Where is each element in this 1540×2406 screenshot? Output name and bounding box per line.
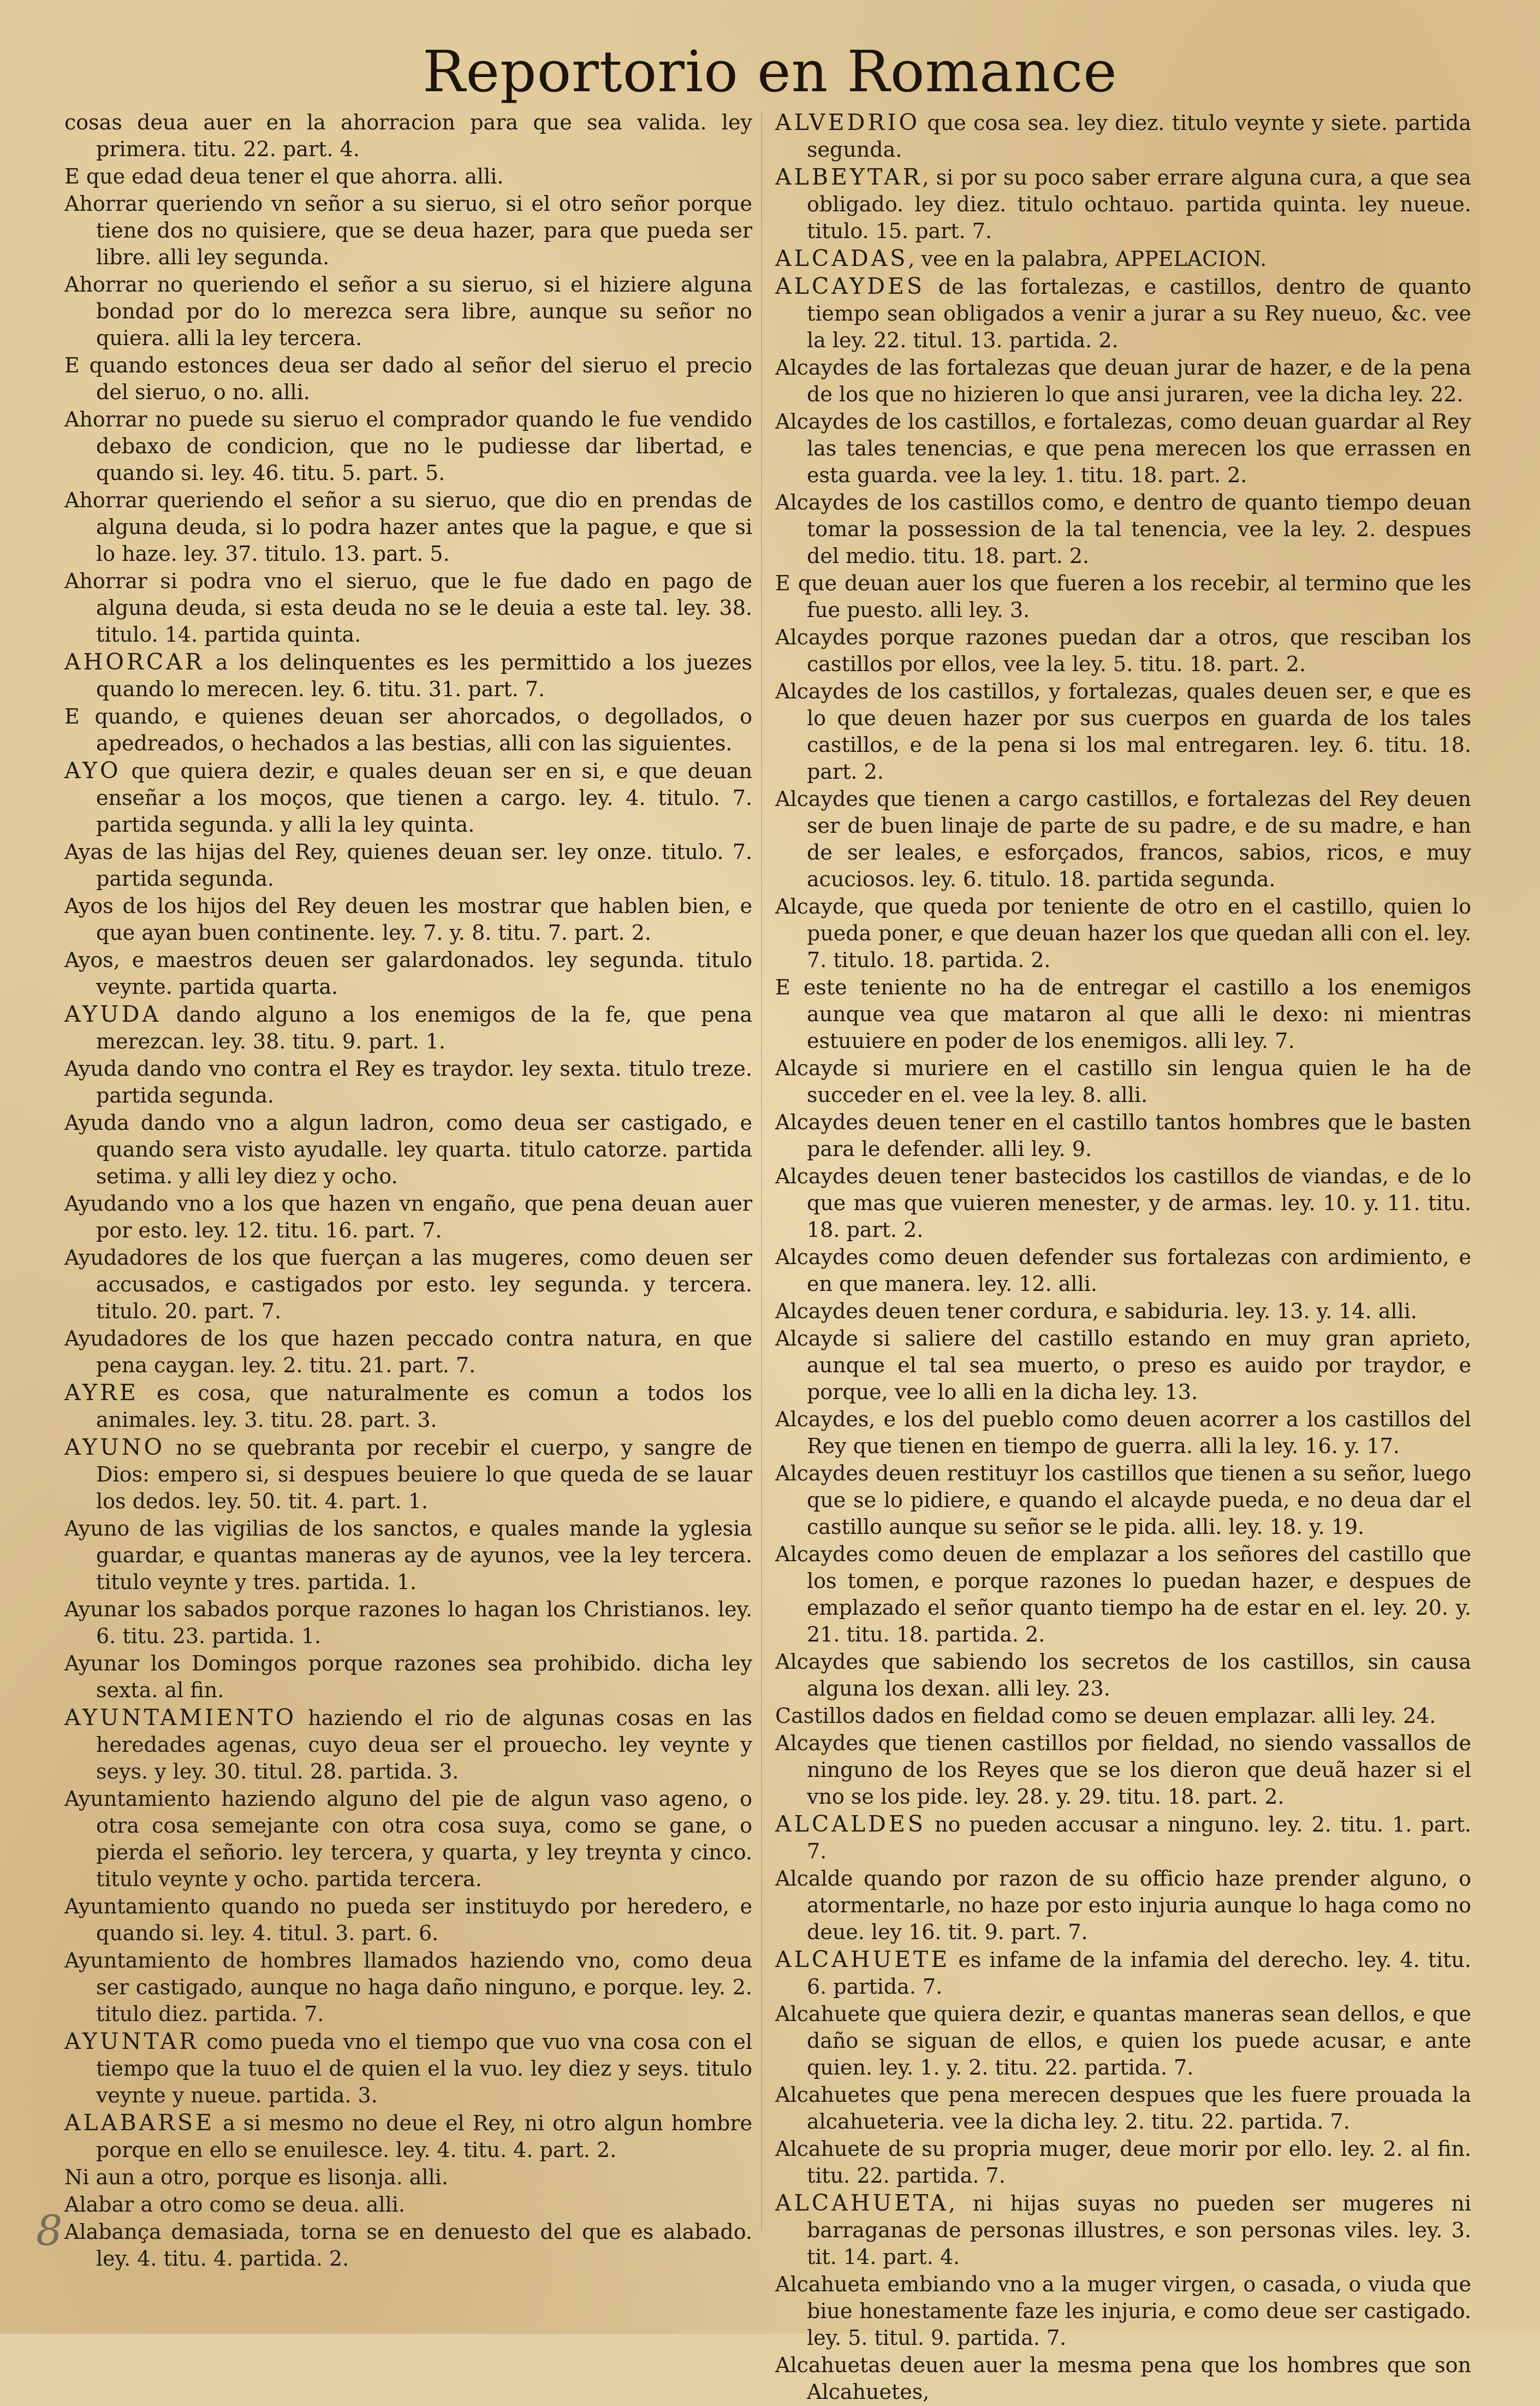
index-entry <box>64 163 752 190</box>
index-entry <box>64 1650 752 1704</box>
index-entry <box>64 568 752 648</box>
index-entry <box>64 1786 752 1893</box>
entry-text: E quando, e quienes deuan ser ahorcados, o degollados, o apedreados, o hechados a las bestias, alli con las siguientes. <box>64 704 752 755</box>
entry-text: que quiera dezir, e quales deuan ser en si, e que deuan enseñar a los moços, que tienen a cargo. ley. 4. titulo. 7. partida segunda. y alli la ley quinta. <box>96 759 752 837</box>
entry-text: Alcaydes deuen tener cordura, e sabiduria. ley. 13. y. 14. alli. <box>775 1299 1417 1323</box>
index-entry <box>64 2164 752 2191</box>
index-entry <box>64 1001 752 1055</box>
index-entry <box>775 893 1471 974</box>
index-entry <box>775 109 1471 163</box>
index-entry <box>775 273 1471 354</box>
entry-text: Alcayde si muriere en el castillo sin lengua quien le ha de succeder en el. vee la ley. 8. alli. <box>775 1056 1471 1107</box>
entry-text: , vee en la palabra, APPELACION. <box>908 247 1267 271</box>
index-entry <box>64 1110 752 1190</box>
entry-text: Alcaydes deuen tener en el castillo tantos hombres que le basten para le defender. alli ley. 9. <box>775 1110 1471 1161</box>
entry-keyword: AYUNO <box>64 1434 165 1460</box>
index-entry <box>775 1109 1471 1163</box>
index-entry <box>775 678 1471 785</box>
entry-text: no pueden accusar a ninguno. ley. 2. titu. 1. part. 7. <box>807 1812 1471 1863</box>
entry-text: Ayuno de las vigilias de los sanctos, e quales mande la yglesia guardar, e quantas maneras ay de ayunos, vee la ley tercera. titulo veynte y tres. partida. 1. <box>64 1516 752 1594</box>
index-entry <box>775 1541 1471 1648</box>
entry-text: Alcaydes, e los del pueblo como deuen acorrer a los castillos del Rey que tienen en tiempo de guerra. alli la ley. 16. y. 17. <box>775 1407 1471 1458</box>
index-entry <box>64 2028 752 2109</box>
entry-text: Ayudadores de los que fuerçan a las mugeres, como deuen ser accusados, e castigados por esto. ley segunda. y tercera. titulo. 20. part. 7. <box>64 1246 752 1323</box>
index-entry <box>775 2136 1471 2189</box>
entry-keyword: ALVEDRIO <box>775 109 920 135</box>
index-entry <box>64 893 752 946</box>
index-entry <box>775 2082 1471 2135</box>
index-entry <box>775 786 1471 893</box>
index-entry <box>775 1649 1471 1702</box>
index-entry <box>64 1704 752 1785</box>
index-entry <box>64 839 752 892</box>
entry-text: Alcahuete de su propria muger, deue morir por ello. ley. 2. al fin. titu. 22. partida. 7. <box>775 2137 1471 2188</box>
index-entry <box>775 570 1471 624</box>
index-entry <box>775 245 1471 272</box>
entry-text: Ahorrar no puede su sieruo el comprador quando le fue vendido debaxo de condicion, que no le pudiesse dar libertad, e quando si. ley. 46. titu. 5. part. 5. <box>64 407 752 485</box>
entry-text: Ayudando vno a los que hazen vn engaño, que pena deuan auer por esto. ley. 12. titu. 16. part. 7. <box>64 1192 752 1242</box>
index-entry <box>64 2219 752 2272</box>
entry-text: Ahorrar si podra vno el sieruo, que le fue dado en pago de alguna deuda, si esta deuda no se le deuia a este tal. ley. 38. titulo. 14. partida quinta. <box>64 569 752 647</box>
index-entry <box>64 1245 752 1325</box>
entry-text: Alcaydes de las fortalezas que deuan jurar de hazer, e de la pena de los que no hizieren lo que ansi juraren, vee la dicha ley. 22. <box>775 355 1471 406</box>
entry-text: cosas deua auer en la ahorracion para que sea valida. ley primera. titu. 22. part. 4. <box>64 110 752 161</box>
entry-keyword: AYUDA <box>64 1001 162 1027</box>
entry-text: Alcahuetas deuen auer la mesma pena que los hombres que son Alcahuetes, <box>775 2353 1471 2404</box>
index-entry <box>775 1703 1471 1729</box>
entry-keyword: ALCAHUETE <box>775 1946 950 1972</box>
entry-text: Castillos dados en fieldad como se deuen emplazar. alli ley. 24. <box>775 1704 1436 1728</box>
index-entry <box>64 1947 752 2028</box>
index-entry <box>775 408 1471 489</box>
index-entry <box>64 271 752 352</box>
index-entry <box>775 1244 1471 1297</box>
entry-text: Alcaydes que sabiendo los secretos de los castillos, sin causa alguna los dexan. alli ley. 23. <box>775 1650 1471 1700</box>
entry-text: Ahorrar queriendo el señor a su sieruo, que dio en prendas de alguna deuda, si lo podra hazer antes que la pague, e que si lo haze. ley. 37. titulo. 13. part. 5. <box>64 488 752 566</box>
index-entry <box>775 1325 1471 1406</box>
index-entry <box>775 2190 1471 2271</box>
index-entry <box>64 406 752 487</box>
entry-text: que cosa sea. ley diez. titulo veynte y siete. partida segunda. <box>807 111 1471 162</box>
index-entry <box>775 1460 1471 1540</box>
entry-text: Alabar a otro como se deua. alli. <box>64 2192 405 2217</box>
index-entry <box>64 109 752 163</box>
index-entry <box>64 1325 752 1379</box>
entry-text: Alcaydes como deuen defender sus fortalezas con ardimiento, e en que manera. ley. 12. alli. <box>775 1245 1471 1296</box>
index-entry <box>64 1379 752 1433</box>
entry-text: Alcaydes de los castillos, e fortalezas, como deuan guardar al Rey las tales tenencias, e que pena merecen los que errassen en esta guarda. vee la ley. 1. titu. 18. part. 2. <box>775 410 1471 487</box>
index-entry <box>775 2271 1471 2351</box>
entry-text: Alcaydes de los castillos como, e dentro de quanto tiempo deuan tomar la possession de la tal tenencia, vee la ley. 2. despues del medio. titu. 18. part. 2. <box>775 490 1471 568</box>
entry-keyword: ALBEYTAR <box>775 164 923 190</box>
entry-text: Ahorrar queriendo vn señor a su sieruo, si el otro señor porque tiene dos no quisiere, que se deua hazer, para que pueda ser libre. alli ley segunda. <box>64 192 752 269</box>
entry-text: de las fortalezas, e castillos, dentro de quanto tiempo sean obligados a venir a jurar a su Rey nueuo, &c. vee la ley. 22. titul. 13. partida. 2. <box>807 275 1471 352</box>
entry-keyword: AYUNTAMIENTO <box>64 1704 297 1731</box>
right-column <box>775 109 1471 2406</box>
entry-text: E este teniente no ha de entregar el castillo a los enemigos aunque vea que mataron al que alli le dexo: ni mientras estuuiere en poder de los enemigos. alli ley. 7. <box>775 975 1471 1053</box>
index-entry <box>64 1056 752 1109</box>
index-entry <box>775 624 1471 678</box>
entry-text: Alcahuetes que pena merecen despues que les fuere prouada la alcahueteria. vee la dicha ley. 2. titu. 22. partida. 7. <box>775 2083 1471 2134</box>
entry-text: Alcaydes de los castillos, y fortalezas, quales deuen ser, e que es lo que deuen hazer por sus cuerpos en guarda de los tales castillos, e de la pena si los mal entregaren. ley. 6. titu. 18. part. 2. <box>775 679 1471 784</box>
index-entry <box>775 974 1471 1054</box>
entry-text: E que deuan auer los que fueren a los recebir, al termino que les fue puesto. alli ley. 3. <box>775 571 1471 622</box>
entry-text: Alcalde quando por razon de su officio haze prender alguno, o atormentarle, no haze por esto injuria aunque lo haga como no deue. ley 16. tit. 9. part. 7. <box>775 1866 1471 1944</box>
entry-text: Alcaydes deuen restituyr los castillos que tienen a su señor, luego que se lo pidiere, e quando el alcayde pueda, e no deua dar el castillo aunque su señor se le pida. alli. ley. 18. y. 19. <box>775 1461 1471 1539</box>
entry-keyword: AHORCAR <box>64 649 205 675</box>
entry-text: Alcayde si saliere del castillo estando en muy gran aprieto, aunque el tal sea muerto, o preso es auido por traydor, e porque, vee lo alli en la dicha ley. 13. <box>775 1326 1471 1404</box>
index-entry <box>64 191 752 271</box>
entry-keyword: AYUNTAR <box>64 2028 199 2054</box>
index-entry <box>775 1163 1471 1243</box>
index-entry <box>775 489 1471 570</box>
index-entry <box>775 1946 1471 2000</box>
entry-text: Ayuntamiento quando no pueda ser instituydo por heredero, e quando si. ley. 4. titul. 3. part. 6. <box>64 1894 752 1945</box>
index-entry <box>775 1811 1471 1865</box>
index-entry <box>775 1406 1471 1460</box>
entry-text: dando alguno a los enemigos de la fe, que pena merezcan. ley. 38. titu. 9. part. 1. <box>96 1003 752 1053</box>
entry-text: Alcahueta embiando vno a la muger virgen, o casada, o viuda que biue honestamente faze les injuria, e como deue ser castigado. ley. 5. titul. 9. partida. 7. <box>775 2272 1471 2350</box>
entry-keyword: ALCADAS <box>775 245 908 271</box>
entry-text: Alcaydes que tienen castillos por fieldad, no siendo vassallos de ninguno de los Reyes que se los dieron que deuã hazer si el vno se los pide. ley. 28. y. 29. titu. 18. part. 2. <box>775 1731 1471 1809</box>
entry-text: Ahorrar no queriendo el señor a su sieruo, si el hiziere alguna bondad por do lo merezca sera libre, aunque su señor no quiera. alli la ley tercera. <box>64 272 752 350</box>
entry-keyword: AYRE <box>64 1379 139 1406</box>
entry-text: Ni aun a otro, porque es lisonja. alli. <box>64 2165 448 2189</box>
entry-text: Ayos, e maestros deuen ser galardonados. ley segunda. titulo veynte. partida quarta. <box>64 948 752 999</box>
entry-text: Ayuntamiento de hombres llamados haziendo vno, como deua ser castigado, aunque no haga daño ninguno, e porque. ley. 2. titulo diez. partida. 7. <box>64 1948 752 2026</box>
entry-text: Alcahuete que quiera dezir, e quantas maneras sean dellos, e que daño se siguan de ellos, e quien los puede acusar, e ante quien. ley. 1. y. 2. titu. 22. partida. 7. <box>775 2002 1471 2079</box>
index-entry <box>775 1865 1471 1946</box>
entry-text: como pueda vno el tiempo que vuo vna cosa con el tiempo que la tuuo el de quien el la vuo. ley diez y seys. titulo veynte y nueue. partida. 3. <box>96 2030 752 2107</box>
index-entry <box>64 1893 752 1947</box>
index-entry <box>64 352 752 406</box>
running-header: Reportorio en Romance <box>423 38 1117 105</box>
entry-text: Ayuda dando vno contra el Rey es traydor. ley sexta. titulo treze. partida segunda. <box>64 1057 752 1107</box>
entry-keyword: AYO <box>64 757 121 784</box>
entry-text: E que edad deua tener el que ahorra. alli. <box>64 164 504 188</box>
entry-keyword: ALABARSE <box>64 2109 215 2136</box>
column-gutter <box>761 112 762 2231</box>
index-entry <box>64 487 752 567</box>
index-entry <box>64 649 752 703</box>
entry-text: Ayos de los hijos del Rey deuen les mostrar que hablen bien, e que ayan buen continente. ley. 7. y. 8. titu. 7. part. 2. <box>64 894 752 945</box>
index-entry <box>775 2352 1471 2405</box>
index-entry <box>775 354 1471 408</box>
entry-text: Alcaydes porque razones puedan dar a otros, que resciban los castillos por ellos, vee la ley. 5. titu. 18. part. 2. <box>775 625 1471 676</box>
index-entry <box>64 1515 752 1596</box>
index-entry <box>775 164 1471 245</box>
entry-text: Ayunar los sabados porque razones lo hagan los Christianos. ley. 6. titu. 23. partida. 1. <box>64 1597 752 1648</box>
entry-text: a los delinquentes es les permittido a los juezes quando lo merecen. ley. 6. titu. 31. part. 7. <box>96 650 752 701</box>
entry-text: haziendo el rio de algunas cosas en las heredades agenas, cuyo deua ser el prouecho. ley veynte y seys. y ley. 30. titul. 28. partida. 3. <box>96 1706 752 1783</box>
entry-text: , ni hijas suyas no pueden ser mugeres ni barraganas de personas illustres, e son personas viles. ley. 3. tit. 14. part. 4. <box>807 2191 1471 2269</box>
index-entry <box>64 1434 752 1515</box>
entry-text: Alcaydes deuen tener bastecidos los castillos de viandas, e de lo que mas que vuieren menester, y de armas. ley. 10. y. 11. titu. 18. part. 2. <box>775 1164 1471 1242</box>
entry-text: no se quebranta por recebir el cuerpo, y sangre de Dios: empero si, si despues beuiere lo que queda de se lauar los dedos. ley. 50. tit. 4. part. 1. <box>96 1436 752 1513</box>
index-entry <box>64 2109 752 2164</box>
entry-text: es cosa, que naturalmente es comun a todos los animales. ley. 3. titu. 28. part. 3. <box>96 1381 752 1432</box>
entry-text: Ayuda dando vno a algun ladron, como deua ser castigado, e quando sera visto ayudalle. ley quarta. titulo catorze. partida setima. y alli ley diez y ocho. <box>64 1111 752 1188</box>
left-column <box>64 109 752 2273</box>
entry-keyword: ALCAYDES <box>775 273 925 299</box>
index-entry <box>775 1730 1471 1810</box>
index-entry <box>64 1596 752 1650</box>
index-entry <box>64 757 752 838</box>
entry-text: Alabança demasiada, torna se en denuesto del que es alabado. ley. 4. titu. 4. partida. 2. <box>64 2220 752 2271</box>
entry-text: Alcayde, que queda por teniente de otro en el castillo, quien lo pueda poner, e que deuan hazer los que quedan alli con el. ley. 7. titulo. 18. partida. 2. <box>775 894 1471 972</box>
index-entry <box>775 1055 1471 1109</box>
index-entry <box>64 2191 752 2218</box>
entry-text: , si por su poco saber errare alguna cura, a que sea obligado. ley diez. titulo ochtauo. partida quinta. ley nueue. titulo. 15. part. 7. <box>807 165 1471 243</box>
index-entry <box>775 1298 1471 1325</box>
entry-keyword: ALCALDES <box>775 1811 926 1837</box>
entry-text: Ayunar los Domingos porque razones sea prohibido. dicha ley sexta. al fin. <box>64 1651 752 1702</box>
entry-text: a si mesmo no deue el Rey, ni otro algun hombre porque en ello se enuilesce. ley. 4. titu. 4. part. 2. <box>96 2111 752 2162</box>
entry-text: es infame de la infamia del derecho. ley. 4. titu. 6. partida. 7. <box>807 1948 1471 1999</box>
index-entry <box>775 2001 1471 2081</box>
entry-text: Ayas de las hijas del Rey, quienes deuan ser. ley onze. titulo. 7. partida segunda. <box>64 840 752 891</box>
index-entry <box>64 1190 752 1244</box>
index-entry <box>64 703 752 757</box>
entry-text: Ayuntamiento haziendo alguno del pie de algun vaso ageno, o otra cosa semejante con otra cosa suya, como se gane, o pierda el señorio. ley tercera, y quarta, y ley treynta y cinco. titulo veynte y ocho. partida tercera. <box>64 1787 752 1891</box>
entry-text: E quando estonces deua ser dado al señor del sieruo el precio del sieruo, o no. alli. <box>64 353 752 404</box>
entry-text: Alcaydes que tienen a cargo castillos, e fortalezas del Rey deuen ser de buen linaje de parte de su padre, e de su madre, e han de ser leales, e esforçados, francos, sabios, ricos, e muy acuciosos. ley. 6. titulo. 18. partida segunda. <box>775 787 1471 891</box>
entry-text: Ayudadores de los que hazen peccado contra natura, en que pena caygan. ley. 2. titu. 21. part. 7. <box>64 1326 752 1377</box>
entry-keyword: ALCAHUETA <box>775 2190 949 2216</box>
folio-number: 8 <box>36 2206 63 2255</box>
entry-text: Alcaydes como deuen de emplazar a los señores del castillo que los tomen, e porque razones lo puedan hazer, e despues de emplazado el señor quanto tiempo ha de estar en el. ley. 20. y. 21. titu. 18. partida. 2. <box>775 1542 1471 1646</box>
index-entry <box>64 947 752 1000</box>
